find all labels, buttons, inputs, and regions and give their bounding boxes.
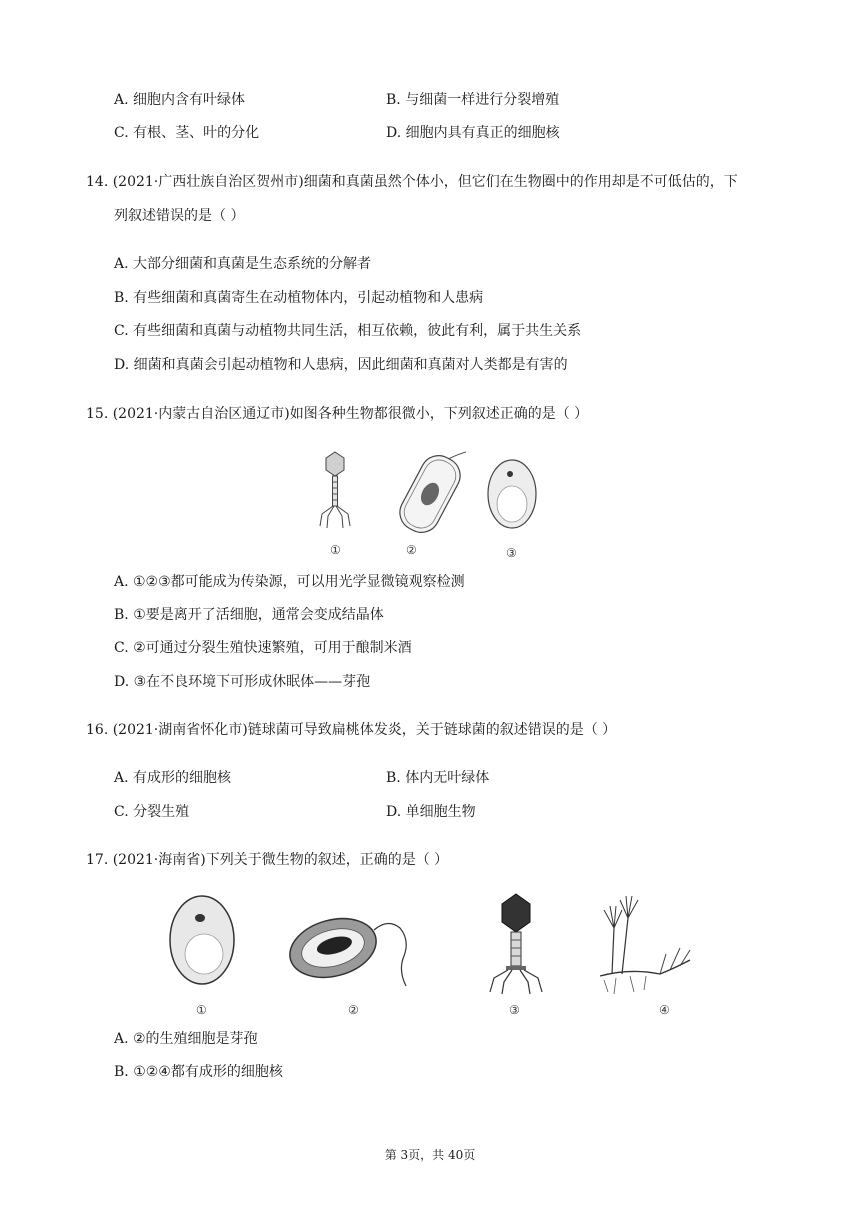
q13-option-c: C. 有根、茎、叶的分化 (114, 125, 260, 141)
q15-option-b: B. ①要是离开了活细胞，通常会变成结晶体 (114, 607, 384, 623)
q13-option-b: B. 与细菌一样进行分裂增殖 (386, 92, 560, 108)
q16-option-a: A. 有成形的细胞核 (114, 770, 232, 786)
q16-option-c: C. 分裂生殖 (114, 804, 190, 820)
q14-option-a: A. 大部分细菌和真菌是生态系统的分解者 (114, 256, 372, 272)
q13-option-a: A. 细胞内含有叶绿体 (114, 92, 246, 108)
q14-stem-line2: 列叙述错误的是（ ） (114, 208, 245, 224)
page-number-footer: 第 3页，共 40页 (384, 1148, 476, 1162)
q17-figure (160, 888, 700, 1006)
bacteriophage-icon (320, 452, 350, 528)
q15-microbes-illustration (310, 444, 540, 562)
q17-option-b: B. ①②④都有成形的细胞核 (114, 1064, 283, 1080)
q15-figure (310, 444, 540, 562)
q15-option-c: C. ②可通过分裂生殖快速繁殖，可用于酿制米酒 (114, 640, 412, 656)
bacteriophage-icon (490, 894, 542, 994)
q15-option-d: D. ③在不良环境下可形成休眠体——芽孢 (114, 674, 371, 690)
bacterium-icon (394, 444, 473, 539)
q14-option-c: C. 有些细菌和真菌与动植物共同生活，相互依赖，彼此有利，属于共生关系 (114, 323, 582, 339)
q17-stem: 17. (2021·海南省)下列关于微生物的叙述，正确的是（ ） (86, 852, 449, 868)
q14-stem-line1: 14. (2021·广西壮族自治区贺州市)细菌和真菌虽然个体小，但它们在生物圈中的作用却是不可低估的，下 (86, 174, 738, 190)
q13-option-d: D. 细胞内具有真正的细胞核 (386, 125, 560, 141)
q17-option-a: A. ②的生殖细胞是芽孢 (114, 1031, 258, 1047)
q14-option-d: D. 细菌和真菌会引起动植物和人患病，因此细菌和真菌对人类都是有害的 (114, 357, 568, 373)
q16-option-d: D. 单细胞生物 (386, 804, 476, 820)
q17-fig-label-4: ④ (659, 1003, 670, 1017)
q17-microbes-illustration (160, 888, 700, 1006)
yeast-cell-icon (488, 460, 536, 528)
q15-fig-label-2: ② (406, 543, 417, 557)
q17-fig-label-3: ③ (509, 1003, 520, 1017)
q16-stem: 16. (2021·湖南省怀化市)链球菌可导致扁桃体发炎，关于链球菌的叙述错误的是（ ） (86, 722, 617, 738)
bacterium-icon (283, 910, 406, 987)
mold-icon (600, 896, 690, 994)
q15-fig-label-1: ① (330, 543, 341, 557)
q15-option-a: A. ①②③都可能成为传染源，可以用光学显微镜观察检测 (114, 574, 465, 590)
q17-fig-label-1: ① (196, 1003, 207, 1017)
q14-option-b: B. 有些细菌和真菌寄生在动植物体内，引起动植物和人患病 (114, 290, 484, 306)
q15-fig-label-3: ③ (506, 546, 517, 560)
yeast-cell-icon (170, 896, 234, 984)
q17-fig-label-2: ② (348, 1003, 359, 1017)
q16-option-b: B. 体内无叶绿体 (386, 770, 490, 786)
q15-stem: 15. (2021·内蒙古自治区通辽市)如图各种生物都很微小，下列叙述正确的是（ ） (86, 406, 589, 422)
